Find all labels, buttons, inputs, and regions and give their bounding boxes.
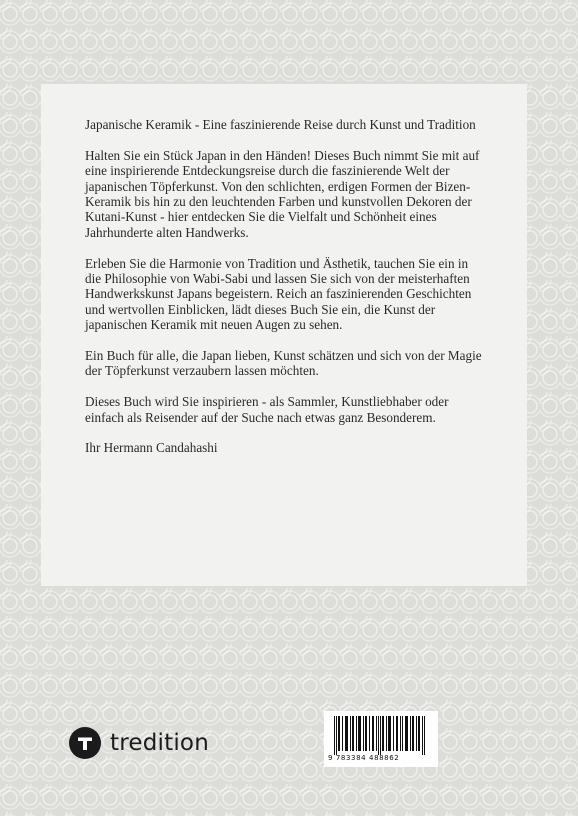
book-title: Japanische Keramik - Eine faszinierende Reise durch Kunst und Tradition bbox=[85, 117, 476, 132]
tredition-logo-icon bbox=[69, 727, 101, 759]
isbn-barcode bbox=[324, 711, 438, 767]
blurb-paragraph-4: Dieses Buch wird Sie inspirieren - als Sammler, Kunstliebhaber oder einfach als Reisender auf der Suche nach etwas ganz Besonderem. bbox=[85, 394, 449, 425]
blurb-paragraph-2: Erleben Sie die Harmonie von Tradition und Ästhetik, tauchen Sie ein in die Philosophie von Wabi-Sabi und lassen Sie sich von der meisterhaften Handwerkskunst Japans begeistern. Reich an faszinierenden Geschichten und wertvollen Einblicken, lädt dieses Buch Sie ein, die Kunst der japanischen Keramik mit neuen Augen zu sehen. bbox=[85, 255, 472, 333]
blurb-text bbox=[85, 117, 485, 471]
isbn-digits: 9 783384 488862 bbox=[328, 754, 400, 762]
publisher-name: tredition bbox=[110, 730, 209, 756]
blurb-paragraph-1: Halten Sie ein Stück Japan in den Händen! Dieses Buch nimmt Sie mit auf eine inspirierende Entdeckungsreise durch die faszinierende Welt der japanischen Töpferkunst. Von den schlichten, erdigen Formen der Bizen-Keramik bis hin zu den leuchtenden Farben und kunstvollen Dekoren der Kutani-Kunst - hier entdecken Sie die Vielfalt und Schönheit eines Jahrhunderte alten Handwerks. bbox=[85, 147, 480, 240]
back-cover-text-panel bbox=[41, 84, 527, 586]
barcode-bars bbox=[324, 711, 438, 757]
blurb-paragraph-3: Ein Buch für alle, die Japan lieben, Kunst schätzen und sich von der Magie der Töpferkunst verzaubern lassen möchten. bbox=[85, 348, 482, 379]
publisher-logo bbox=[69, 726, 209, 760]
author-signature: Ihr Hermann Candahashi bbox=[85, 440, 218, 456]
